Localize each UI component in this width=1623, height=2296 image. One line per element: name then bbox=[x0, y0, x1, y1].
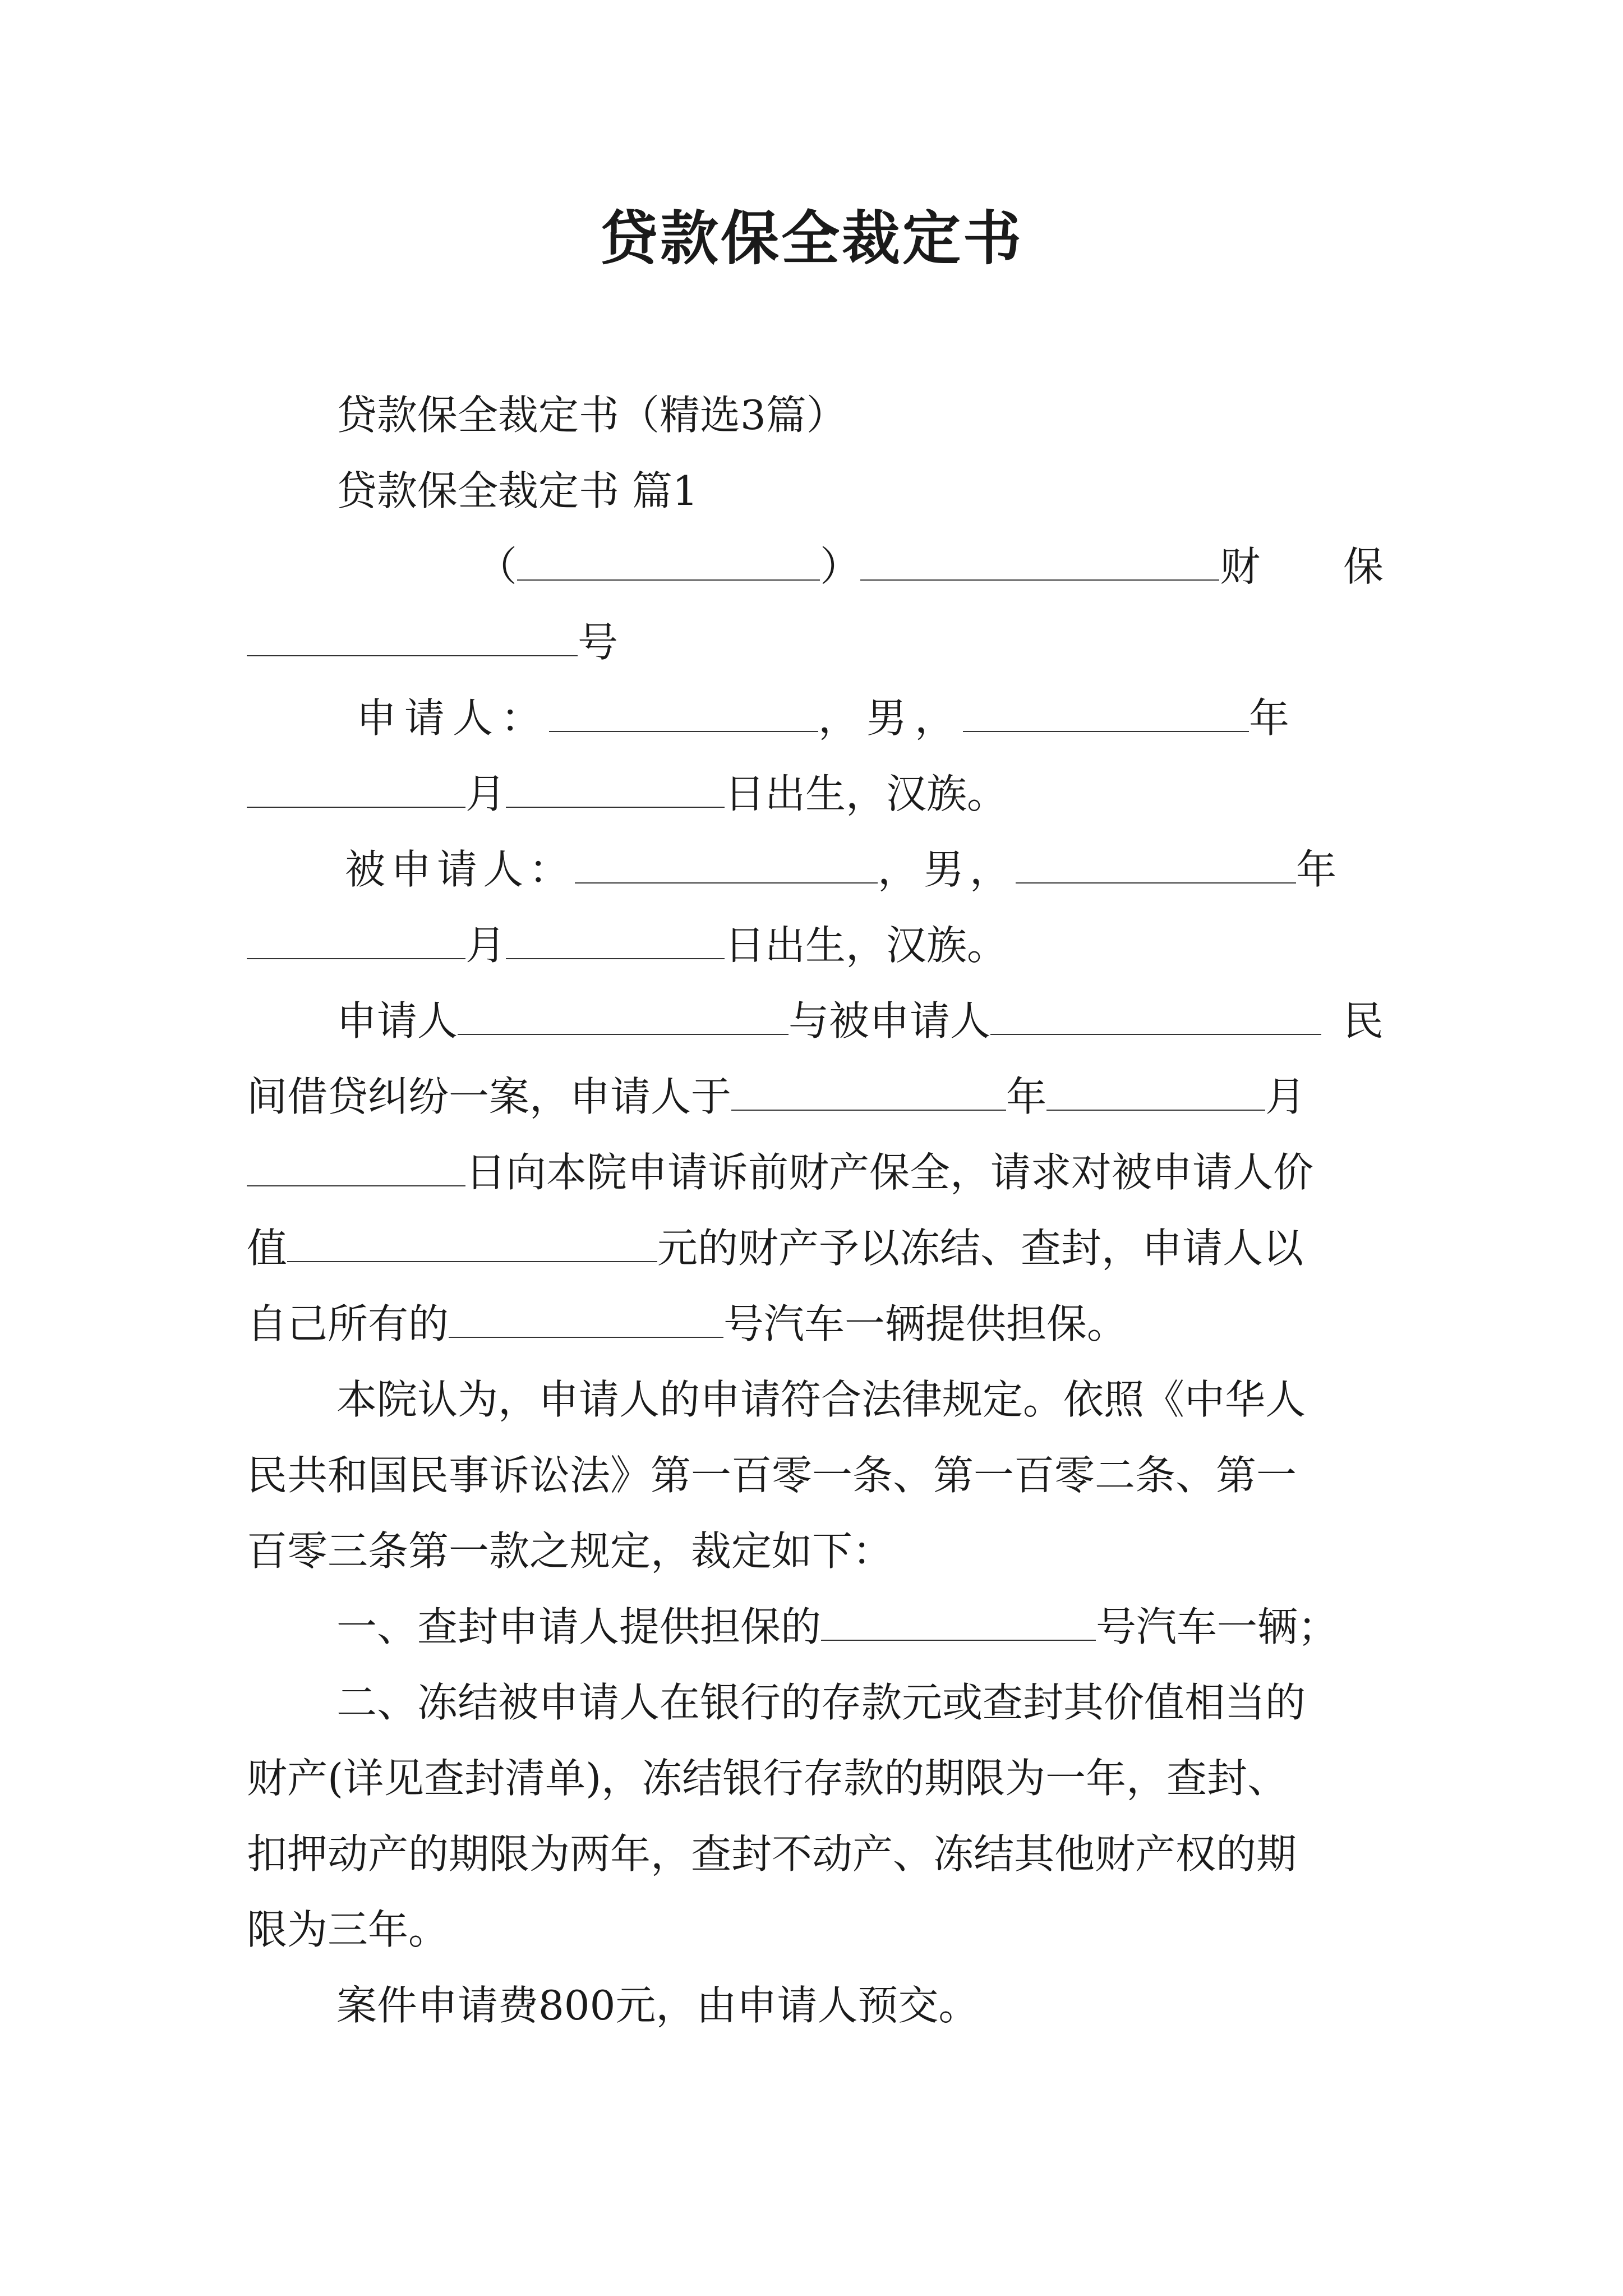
blank-field bbox=[575, 843, 878, 884]
gender-text: ，男， bbox=[818, 694, 963, 742]
document-title: 贷款保全裁定书 bbox=[599, 204, 1023, 273]
blank-field bbox=[506, 919, 725, 959]
applicant-line bbox=[356, 690, 1297, 746]
para-text: 号汽车一辆； bbox=[1096, 1603, 1339, 1650]
para2-line1: 本院认为，申请人的申请符合法律规定。依照《中华人 bbox=[336, 1376, 1306, 1423]
blank-field bbox=[1046, 1070, 1265, 1111]
case-number-suffix bbox=[247, 614, 618, 670]
para-text: 元的财产予以冻结、查封，申请人以 bbox=[657, 1225, 1304, 1272]
para-text: 间借贷纠纷一案，申请人于 bbox=[247, 1073, 732, 1120]
subtitle: 贷款保全裁定书（精选3篇） bbox=[336, 392, 847, 439]
respondent-line bbox=[345, 841, 1342, 898]
ruling-item-1 bbox=[336, 1599, 1338, 1655]
ruling-item-2-line4: 限为三年。 bbox=[247, 1906, 449, 1953]
para-text: 与被申请人 bbox=[789, 997, 991, 1045]
blank-field bbox=[247, 767, 465, 808]
para1-line2 bbox=[247, 1069, 1306, 1125]
case-number-line bbox=[477, 539, 1219, 595]
para-text: 年 bbox=[1006, 1073, 1047, 1120]
blank-field bbox=[860, 540, 1219, 581]
blank-field bbox=[247, 616, 578, 656]
fee-line: 案件申请费800元，由申请人预交。 bbox=[336, 1982, 979, 2029]
para1-line3 bbox=[247, 1144, 1313, 1200]
para2-line3: 百零三条第一款之规定，裁定如下： bbox=[247, 1527, 893, 1575]
cai-char: 财 bbox=[1220, 543, 1261, 590]
bao-char: 保 bbox=[1343, 543, 1384, 590]
close-paren: ） bbox=[820, 543, 861, 590]
para1-line4 bbox=[247, 1220, 1303, 1276]
para-text: 一、查封申请人提供担保的 bbox=[336, 1603, 822, 1650]
para2-line2: 民共和国民事诉讼法》第一百零一条、第一百零二条、第一 bbox=[247, 1452, 1297, 1499]
blank-field bbox=[247, 1146, 465, 1186]
blank-field bbox=[458, 995, 789, 1035]
para-text: 日向本院申请诉前财产保全，请求对被申请人价 bbox=[465, 1149, 1314, 1196]
hao-char: 号 bbox=[578, 619, 619, 666]
respondent-label: 被申请人： bbox=[345, 846, 575, 893]
blank-field bbox=[990, 995, 1321, 1035]
para-text: 月 bbox=[1265, 1073, 1306, 1120]
blank-field bbox=[287, 1222, 657, 1262]
blank-field bbox=[549, 692, 818, 732]
month-text: 月 bbox=[465, 922, 506, 969]
month-text: 月 bbox=[465, 770, 506, 817]
para1-line1 bbox=[336, 993, 1321, 1049]
para1-line5 bbox=[247, 1296, 1127, 1352]
respondent-birth-line bbox=[247, 917, 1007, 973]
blank-field bbox=[963, 692, 1249, 732]
year-text: 年 bbox=[1296, 846, 1343, 893]
blank-field bbox=[1016, 843, 1296, 884]
para1-line1-end: 民 bbox=[1343, 997, 1384, 1045]
ruling-item-2-line2: 财产(详见查封清单)，冻结银行存款的期限为一年，查封、 bbox=[247, 1755, 1288, 1802]
ruling-item-2-line1: 二、冻结被申请人在银行的存款元或查封其价值相当的 bbox=[336, 1679, 1306, 1726]
gender-text: ，男， bbox=[878, 846, 1016, 893]
blank-field bbox=[506, 767, 725, 808]
blank-field bbox=[247, 919, 465, 959]
year-text: 年 bbox=[1249, 694, 1298, 742]
blank-field bbox=[731, 1070, 1006, 1111]
blank-field bbox=[517, 540, 820, 581]
applicant-birth-line bbox=[247, 766, 1007, 822]
open-paren: （ bbox=[477, 543, 518, 590]
para-text: 自己所有的 bbox=[247, 1300, 449, 1347]
section-heading: 贷款保全裁定书 篇1 bbox=[336, 467, 698, 514]
ruling-item-2-line3: 扣押动产的期限为两年，查封不动产、冻结其他财产权的期 bbox=[247, 1830, 1297, 1878]
birth-text: 日出生，汉族。 bbox=[725, 922, 1008, 969]
blank-field bbox=[821, 1600, 1096, 1641]
para-text: 号汽车一辆提供担保。 bbox=[723, 1300, 1128, 1347]
para-text: 申请人 bbox=[336, 997, 458, 1045]
para-text: 值 bbox=[247, 1225, 288, 1272]
birth-text: 日出生，汉族。 bbox=[725, 770, 1008, 817]
blank-field bbox=[449, 1297, 723, 1338]
applicant-label: 申请人： bbox=[356, 694, 550, 742]
